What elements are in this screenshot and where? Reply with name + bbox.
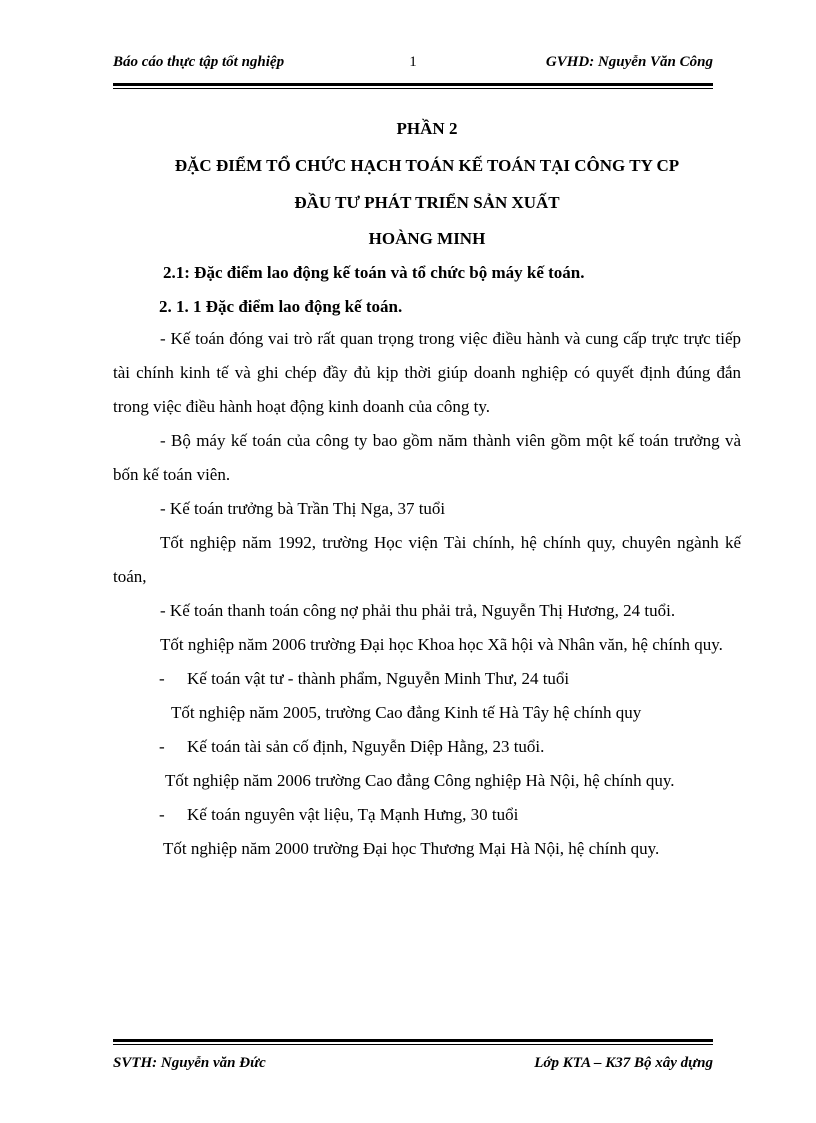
page-content — [113, 114, 741, 866]
header-rule — [113, 83, 713, 89]
paragraph-structure: - Bộ máy kế toán của công ty bao gồm năm thành viên gồm một kế toán trưởng và bốn kế toán viên. — [113, 431, 741, 484]
paragraph-chief-education: Tốt nghiệp năm 1992, trường Học viện Tài chính, hệ chính quy, chuyên ngành kế toán, — [113, 533, 741, 586]
footer-rule — [113, 1039, 713, 1045]
chapter-title-line-3: HOÀNG MINH — [368, 229, 486, 248]
list-item-detail: Tốt nghiệp năm 2006 trường Cao đẳng Công nghiệp Hà Nội, hệ chính quy. — [165, 771, 675, 790]
part-title: PHẦN 2 — [396, 119, 458, 138]
chapter-title-line-1: ĐẶC ĐIỂM TỔ CHỨC HẠCH TOÁN KẾ TOÁN TẠI CÔNG TY CP — [174, 156, 680, 175]
list-bullet: - — [159, 737, 165, 756]
list-item-text: Kế toán vật tư - thành phẩm, Nguyễn Minh Thư, 24 tuổi — [187, 669, 570, 688]
paragraph-chief-accountant: - Kế toán trưởng bà Trần Thị Nga, 37 tuổi — [160, 499, 446, 518]
page-number: 1 — [409, 54, 417, 70]
chapter-title-line-2: ĐẦU TƯ PHÁT TRIỂN SẢN XUẤT — [294, 193, 560, 212]
paragraph-payment-accountant: - Kế toán thanh toán công nợ phải thu phải trả, Nguyễn Thị Hương, 24 tuổi. — [160, 601, 676, 620]
list-item — [113, 730, 741, 764]
list-item — [113, 798, 741, 832]
list-item-text: Kế toán tài sản cố định, Nguyễn Diệp Hằng, 23 tuổi. — [187, 737, 545, 756]
page-footer — [113, 1054, 713, 1074]
paragraph-payment-education: Tốt nghiệp năm 2006 trường Đại học Khoa học Xã hội và Nhân văn, hệ chính quy. — [160, 635, 723, 654]
footer-class: Lớp KTA – K37 Bộ xây dựng — [534, 1055, 713, 1071]
list-bullet: - — [159, 805, 165, 824]
page-header — [113, 53, 713, 73]
header-supervisor: GVHD: Nguyễn Văn Công — [545, 54, 713, 70]
header-report-title: Báo cáo thực tập tốt nghiệp — [113, 54, 285, 70]
section-heading-2-1: 2.1: Đặc điểm lao động kế toán và tổ chức bộ máy kế toán. — [163, 263, 585, 282]
list-item — [113, 662, 741, 696]
list-item-detail: Tốt nghiệp năm 2000 trường Đại học Thương Mại Hà Nội, hệ chính quy. — [163, 839, 660, 858]
list-bullet: - — [159, 669, 165, 688]
paragraph-role: - Kế toán đóng vai trò rất quan trọng trong việc điều hành và cung cấp trực trực tiếp tài chính kinh tế và ghi chép đầy đủ kịp thời giúp doanh nghiệp có quyết định đúng đắn trong việc điều hành hoạt động kinh doanh của công ty. — [113, 329, 741, 416]
list-item-detail: Tốt nghiệp năm 2005, trường Cao đẳng Kinh tế Hà Tây hệ chính quy — [171, 703, 642, 722]
list-item-text: Kế toán nguyên vật liệu, Tạ Mạnh Hưng, 30 tuổi — [187, 805, 519, 824]
footer-student: SVTH: Nguyễn văn Đức — [113, 1055, 266, 1071]
section-heading-2-1-1: 2. 1. 1 Đặc điểm lao động kế toán. — [159, 297, 403, 316]
